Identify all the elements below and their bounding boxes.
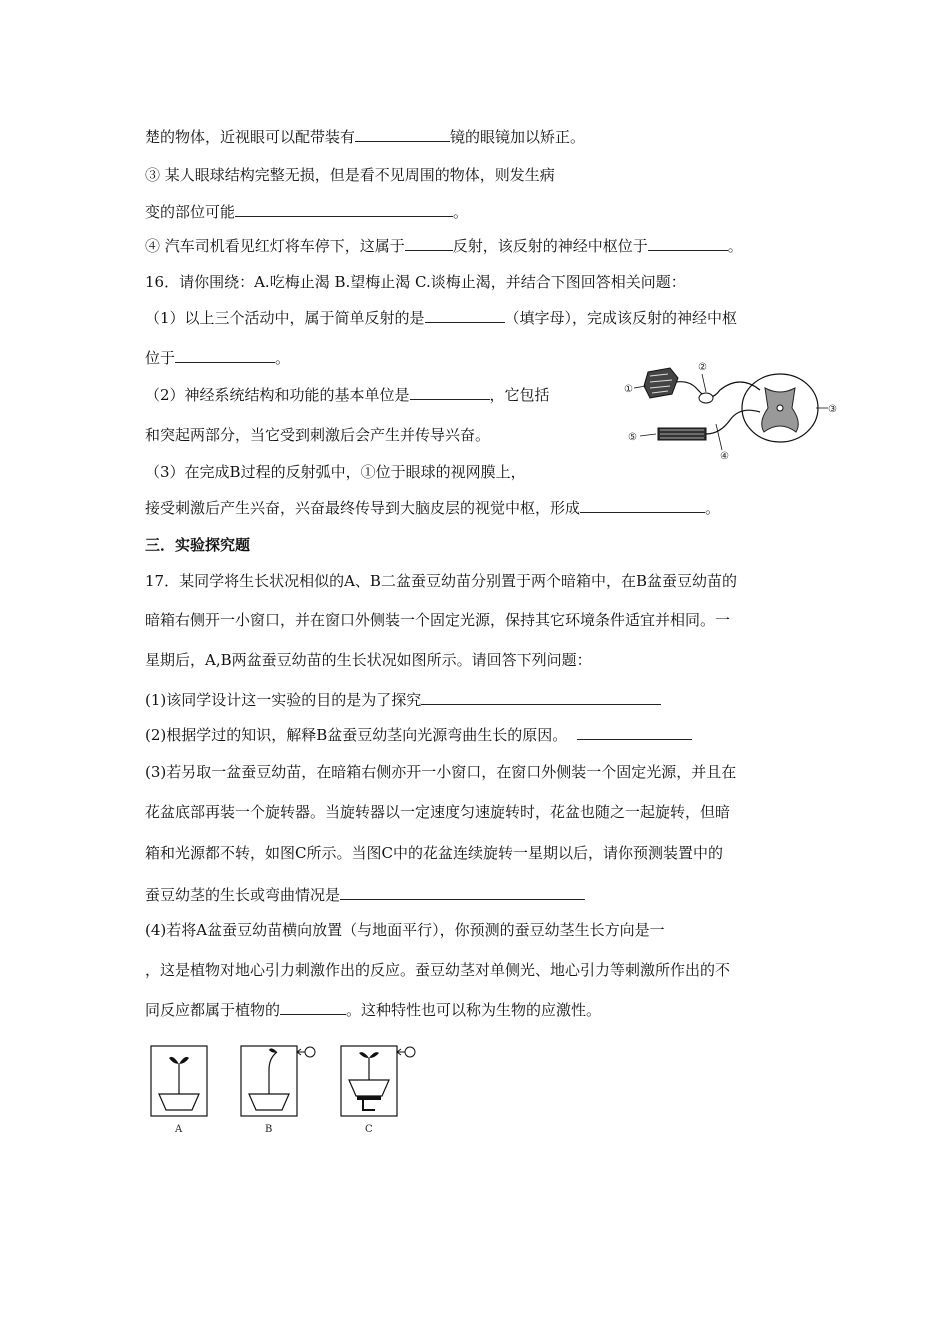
q15-text: 楚的物体，近视眼可以配带装有 <box>145 128 356 146</box>
q16-part-3-cont <box>145 498 720 518</box>
q17-question-3-cont: 箱和光源都不转，如图C所示。当图C中的花盆连续旋转一星期以后，请你预测装置中的 <box>145 844 723 862</box>
q16-text: （填字母），完成该反射的神经中枢 <box>504 309 738 327</box>
effector-shape <box>658 428 706 440</box>
answer-blank[interactable] <box>580 498 705 513</box>
q16-part-1-cont <box>145 348 290 368</box>
fig-label-4: ④ <box>720 451 729 460</box>
q17-question-2 <box>145 725 692 745</box>
answer-blank[interactable] <box>235 202 453 217</box>
q16-part-2-cont: 和突起两部分，当它受到刺激后会产生并传导兴奋。 <box>145 426 491 444</box>
answer-blank[interactable] <box>421 690 661 705</box>
answer-blank[interactable] <box>280 1000 346 1015</box>
answer-blank[interactable] <box>355 127 450 142</box>
q17-text: 蚕豆幼茎的生长或弯曲情况是 <box>145 886 341 904</box>
q17-line-1: 17．某同学将生长状况相似的A、B二盆蚕豆幼苗分别置于两个暗箱中，在B盆蚕豆幼苗的 <box>145 572 737 590</box>
seedling-figures <box>145 1040 425 1140</box>
answer-blank[interactable] <box>425 308 505 323</box>
q17-text: 同反应都属于植物的 <box>145 1001 281 1019</box>
q15-text: 反射，该反射的神经中枢位于 <box>452 237 648 255</box>
q16-part-3: （3）在完成B过程的反射弧中，①位于眼球的视网膜上， <box>145 463 526 481</box>
q16-part-1 <box>145 308 737 328</box>
q17-question-3-cont <box>145 885 585 905</box>
answer-blank[interactable] <box>648 236 728 251</box>
answer-blank[interactable] <box>175 348 275 363</box>
fig-label-5: ⑤ <box>628 432 637 443</box>
q15-line-1 <box>145 127 585 147</box>
q16-text: ，它包括 <box>489 386 550 404</box>
q16-text: （2）神经系统结构和功能的基本单位是 <box>145 386 410 404</box>
q17-line-3: 星期后，A,B两盆蚕豆幼苗的生长状况如图所示。请回答下列问题： <box>145 651 592 669</box>
spinal-cord-shape <box>742 374 818 442</box>
q15-text: ③ 某人眼球结构完整无损，但是看不见周围的物体，则发生病 <box>145 166 555 184</box>
fig-label-1: ① <box>624 384 633 395</box>
q16-text: 。 <box>705 499 721 517</box>
q16-part-2 <box>145 385 550 405</box>
fig-label-3: ③ <box>828 404 837 415</box>
figure-c-box <box>341 1046 415 1116</box>
q15-text: ④ 汽车司机看见红灯将车停下，这属于 <box>145 237 405 255</box>
q17-question-1 <box>145 690 661 710</box>
figure-a-label: A <box>175 1124 183 1135</box>
figure-b-box <box>241 1046 315 1116</box>
q17-question-4-cont <box>145 1000 601 1020</box>
q17-text: (2)根据学过的知识，解释B盆蚕豆幼茎向光源弯曲生长的原因。 <box>145 726 568 744</box>
q17-question-3: (3)若另取一盆蚕豆幼苗，在暗箱右侧亦开一小窗口，在窗口外侧装一个固定光源，并且在 <box>145 763 737 781</box>
q17-question-4-cont: ，这是植物对地心引力刺激作出的反应。蚕豆幼茎对单侧光、地心引力等刺激所作出的不 <box>145 961 731 979</box>
q15-text: 。 <box>453 203 469 221</box>
answer-blank[interactable] <box>340 885 585 900</box>
answer-blank[interactable] <box>577 725 692 740</box>
q16-text: 位于 <box>145 349 176 367</box>
figure-a-box <box>151 1046 207 1116</box>
q15-text: 。 <box>727 237 743 255</box>
answer-blank[interactable] <box>405 236 453 251</box>
q17-line-2: 暗箱右侧开一小窗口，并在窗口外侧装一个固定光源，保持其它环境条件适宜并相同。一 <box>145 611 731 629</box>
q16-text: 接受刺激后产生兴奋，兴奋最终传导到大脑皮层的视觉中枢，形成 <box>145 499 581 517</box>
q17-text: (1)该同学设计这一实验的目的是为了探究 <box>145 691 422 709</box>
fig-label-2: ② <box>698 362 707 373</box>
q17-question-4: (4)若将A盆蚕豆幼苗横向放置（与地面平行），你预测的蚕豆幼茎生长方向是一 <box>145 921 665 939</box>
figure-b-label: B <box>265 1124 273 1135</box>
q15-line-2 <box>145 165 555 185</box>
q16-text: （1）以上三个活动中，属于简单反射的是 <box>145 309 425 327</box>
q15-text: 镜的眼镜加以矫正。 <box>450 128 586 146</box>
q17-text: 。这种特性也可以称为生物的应激性。 <box>346 1001 602 1019</box>
q15-line-3 <box>145 202 468 222</box>
receptor-shape <box>644 368 678 398</box>
q15-text: 变的部位可能 <box>145 203 236 221</box>
answer-blank[interactable] <box>410 385 490 400</box>
q15-line-4 <box>145 236 743 256</box>
figure-c-label: C <box>365 1124 373 1135</box>
section-title: 三．实验探究题 <box>145 536 251 554</box>
q17-question-3-cont: 花盆底部再装一个旋转器。当旋转器以一定速度匀速旋转时，花盆也随之一起旋转，但暗 <box>145 803 731 821</box>
reflex-arc-figure <box>620 360 840 460</box>
q16-intro: 16．请你围绕：A.吃梅止渴 B.望梅止渴 C.谈梅止渴，并结合下图回答相关问题： <box>145 273 686 291</box>
q16-text: 。 <box>275 349 291 367</box>
